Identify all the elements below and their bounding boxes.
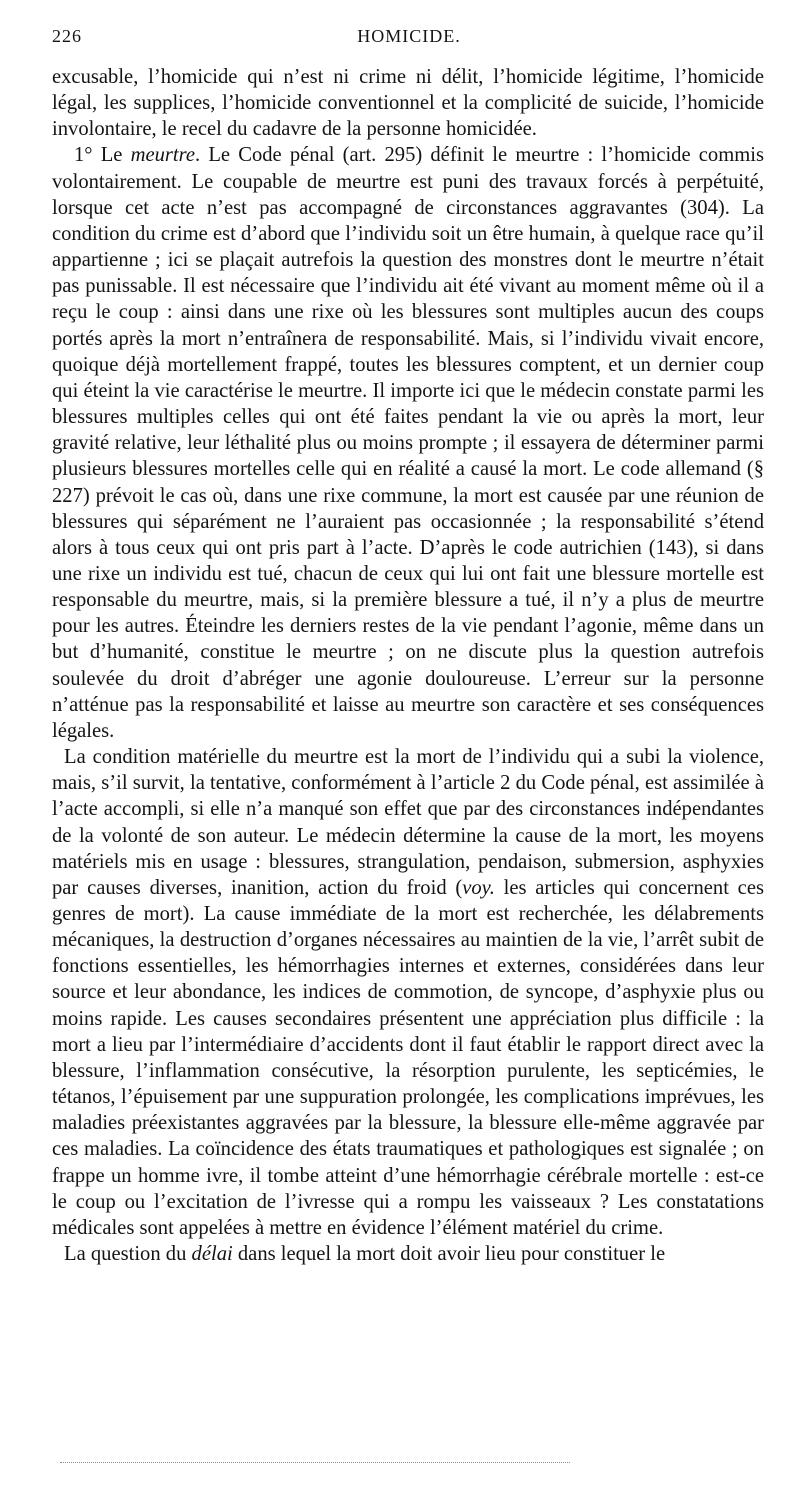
paragraph (52, 744, 764, 1241)
text-run: . Le Code pénal (art. 295) définit le meurtre : l’homicide commis volontairement. Le coupable de meurtre est puni des travaux forcés à perpétuité, lorsque cet acte n’est pas accompagné de circonstances aggravantes (304). La condition du crime est d’abord que l’individu soit un être humain, à quelque race qu’il appartienne ; ici se plaçait autrefois la question des monstres dont le meurtre n’était pas punissable. Il est nécessaire que l’individu ait été vivant au moment même où il a reçu le coup : ainsi dans une rixe où les blessures sont multiples aucun des coups portés après la mort n’entraînera de responsabilité. Mais, si l’individu vivait encore, quoique déjà mortellement frappé, toutes les blessures comptent, et un dernier coup qui éteint la vie caractérise le meurtre. Il importe ici que le médecin constate parmi les blessures multiples celles qui ont été faites pendant la vie ou après la mort, leur gravité relative, leur léthalité plus ou moins prompte ; il essayera de déterminer parmi plusieurs blessures mortelles celle qui en réalité a causé la mort. Le code allemand (§ 227) prévoit le cas où, dans une rixe commune, la mort est causée par une réunion de blessures qui séparément ne l’auraient pas occasionnée ; la responsabilité s’étend alors à tous ceux qui ont pris part à l’acte. D’après le code autrichien (143), si dans une rixe un individu est tué, chacun de ceux qui lui ont fait une blessure mortelle est responsable du meurtre, mais, si la première blessure a tué, il n’y a plus de meurtre pour les autres. Éteindre les derniers restes de la vie pendant l’agonie, même dans un but d’humanité, constitue le meurtre ; on ne discute plus la question autrefois soulevée du droit d’abréger une agonie douloureuse. L’erreur sur la personne n’atténue pas la responsabilité et laisse au meurtre son caractère et ses conséquences légales. (52, 144, 764, 742)
text-run: La condition matérielle du meurtre est la mort de l’individu qui a subi la violence, mais, s’il survit, la tentative, conformément à l’article 2 du Code pénal, est assimilée à l’acte accompli, si elle n’a manqué son effet que par des circonstances indépendantes de la volonté de son auteur. Le médecin détermine la cause de la mort, les moyens matériels mis en usage : blessures, strangulation, pendaison, submersion, asphyxies par causes diverses, inanition, action du froid ( (52, 746, 764, 899)
text-run: 1° Le (74, 144, 131, 167)
page-number: 226 (52, 26, 82, 46)
text-run: La question du (64, 1243, 192, 1266)
text-run: les articles qui concernent ces genres de mort). La cause immédiate de la mort est recherchée, les délabrements mécaniques, la destruction d’organes nécessaires au maintien de la vie, l’arrêt subit de fonctions essentielles, les hémorrhagies internes et externes, considérées dans leur source et leur abondance, les indices de commotion, de syncope, d’asphyxie plus ou moins rapide. Les causes secondaires présentent une appréciation plus difficile : la mort a lieu par l’intermédiaire d’accidents dont il faut établir le rapport direct avec la blessure, l’inflammation consécutive, la résorption purulente, les septicémies, le tétanos, l’épuisement par une suppuration prolongée, les complications imprévues, les maladies préexistantes aggravées par la blessure, la blessure elle-même aggravée par ces maladies. La coïncidence des états traumatiques et pathologiques est signalée ; on frappe un homme ivre, il tombe atteint d’une hémorrhagie cérébrale mortelle : est-ce le coup ou l’excitation de l’ivresse qui a rompu les vaisseaux ? Les constatations médicales sont appelées à mettre en évidence l’élément matériel du crime. (52, 876, 764, 1239)
italic-term: meurtre (130, 144, 196, 167)
text-run: excusable, l’homicide qui n’est ni crime ni délit, l’homicide légitime, l’homicide légal, les supplices, l’homicide conventionnel et la complicité de suicide, l’homicide involontaire, le recel du cadavre de la personne homicidée. (52, 66, 764, 141)
paragraph (52, 64, 764, 142)
running-header (52, 26, 766, 56)
body-text (52, 64, 764, 1267)
running-title: HOMICIDE. (357, 26, 461, 46)
italic-term: voy. (462, 876, 495, 899)
paragraph (52, 1241, 764, 1267)
footer-rule (60, 1462, 570, 1463)
text-run: dans lequel la mort doit avoir lieu pour constituer le (232, 1243, 666, 1266)
paragraph (52, 142, 764, 744)
italic-term: délai (191, 1243, 233, 1266)
